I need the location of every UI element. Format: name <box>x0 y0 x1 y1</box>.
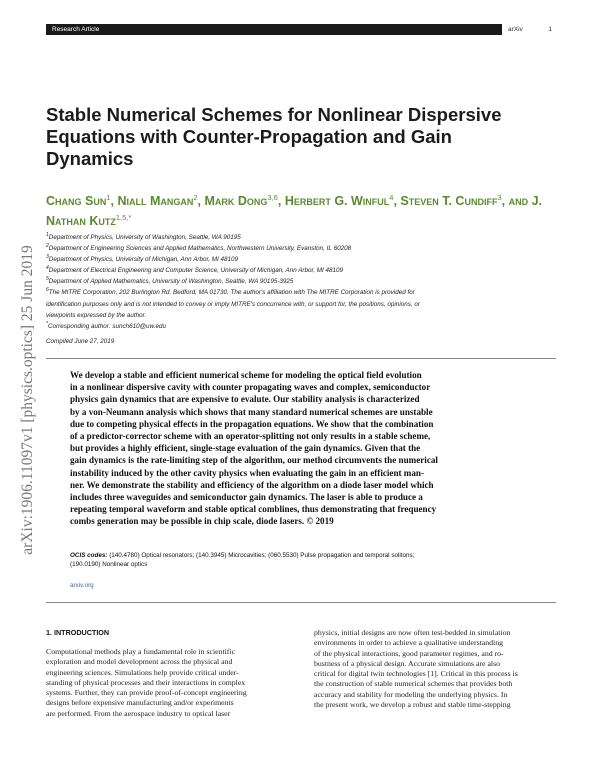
affiliation: $^3$Department of Physics, University of Michigan, Ann Arbor, MI 48109 <box>46 254 239 264</box>
author-name: Mark Dong <box>204 194 268 209</box>
affiliation: $^5$Department of Applied Mathematics, University of Washington, Seattle, WA 90195-3925 <box>46 276 294 286</box>
abstract-line: combs generation may be possible in chip scale, diode lasers. © 2019 <box>70 516 334 527</box>
ocis-line: (140.4780) Optical resonators; (140.3945) Microcavities; (060.5530) Pulse propagation and temporal solitons; <box>109 552 415 559</box>
abstract-line: repeating temporal waveform and stable optical comblines, thus demonstrating that frequency <box>70 504 437 515</box>
abstract-line: gain dynamics is the rate-limiting step of the algorithm, our method circumvents the numerical <box>70 455 438 466</box>
abstract-line: instability induced by the other cavity physics when evaluating the gain in an efficient man- <box>70 467 425 478</box>
affiliation: identification purposes only and is not intended to convey or imply MITRE's concurrence with, or support for, the positions, opinions, or <box>46 300 420 308</box>
body-line: systems. Further, they can provide proof-of-concept engineering <box>46 688 247 698</box>
arxiv-stamp <box>14 200 42 600</box>
affiliations <box>46 231 556 331</box>
corresponding-author: *Corresponding author: sunch610@uw.edu <box>46 320 167 330</box>
divider <box>46 358 556 359</box>
header-bar <box>46 24 556 35</box>
abstract-line: ner. We demonstrate the stability and efficiency of the algorithm on a diode laser model which <box>70 479 434 490</box>
author-conjunction: and <box>508 194 529 209</box>
author-name: Niall Mangan <box>117 194 194 209</box>
author-affil-mark: 3 <box>497 193 502 202</box>
header-source: arXiv <box>508 26 523 33</box>
affiliation: $^4$Department of Electrical Engineering and Computer Science, University of Michigan, Ann Arbor, MI 48109 <box>46 265 344 275</box>
affiliation: $^2$Department of Engineering Sciences and Applied Mathematics, Northwestern University, Evanston, IL 60208 <box>46 243 352 253</box>
body-line: the construction of stable numerical schemes that provides both <box>314 679 513 689</box>
abstract-line: includes three waveguides and semiconductor gain dynamics. The laser is able to produce a <box>70 492 423 503</box>
divider <box>46 602 556 603</box>
abstract-line: of a predictor-corrector scheme with an operator-splitting not only results in a stable scheme, <box>70 431 431 442</box>
affiliation: viewpoints expressed by the author. <box>46 311 147 319</box>
body-line: the present work, we develop a robust and stable time-stepping <box>314 700 511 710</box>
affiliation: $^6$The MITRE Corporation, 202 Burlington Rd. Bedford, MA 01730. The author's affiliation with The MITRE Corporation is provided for <box>46 287 415 297</box>
abstract-line: We develop a stable and efficient numerical scheme for modeling the optical field evolution <box>70 370 422 380</box>
compiled-date: Compiled June 27, 2019 <box>46 338 115 345</box>
author-name: J. Nathan Kutz <box>46 194 542 228</box>
abstract-line: by a von-Neumann analysis which shows that many standard numerical schemes are unstable <box>70 406 433 417</box>
paper-title <box>46 104 556 170</box>
intro-column-right <box>314 628 518 710</box>
body-line: standing of physical processes and their interactions in complex <box>46 677 246 687</box>
body-line: bustness of a physical design. Accurate simulations are also <box>314 658 500 668</box>
body-line: critical for digital twin technologies [1]. Critical in this process is <box>314 669 518 679</box>
author-affil-mark: 2 <box>193 193 198 202</box>
ocis-line: (190.0190) Nonlinear optics <box>70 561 148 568</box>
title-line: Stable Numerical Schemes for Nonlinear Dispersive <box>46 104 502 125</box>
body-line: environments in order to achieve a qualitative understanding <box>314 638 504 648</box>
body-line: are performed. From the aerospace industry to optical laser <box>46 708 231 718</box>
body-line: physics, initial designs are now often test-bedded in simulation <box>314 628 511 637</box>
body-line: designs before expensive manufacturing and/or experiments <box>46 698 234 708</box>
ocis-label: OCIS codes: <box>70 552 108 559</box>
abstract-line: physics gain dynamics that are expensive to evalute. Our stability analysis is characterized <box>70 394 420 405</box>
header-right <box>502 24 556 35</box>
abstract-line: due to competing physical effects in the propagation equations. We show that the combination <box>70 418 434 429</box>
author-affil-mark: 1,5,* <box>115 212 132 222</box>
author-list: Chang Sun$^1$, Niall Mangan$^2$, Mark Dong$^{3,6}$, Herbert G. Winful$^4$, Steven T. Cundiff$^3$, and J. Nathan Kutz$^{1,5,*}$ <box>46 193 542 228</box>
author-affil-mark: 3,6 <box>267 193 278 202</box>
author-affil-mark: 1 <box>106 193 111 202</box>
body-line: exploration and model development across the physical and <box>46 657 233 667</box>
running-header <box>46 24 556 35</box>
abstract <box>70 369 554 528</box>
body-line: Computational methods play a fundamental role in scientific <box>46 647 236 656</box>
arxiv-link[interactable]: arxiv.org <box>70 582 94 589</box>
abstract-line: in a nonlinear dispersive cavity with counter propagating waves and complex, semiconductor <box>70 382 431 393</box>
body-line: accuracy and stability for modeling the underlying physics. In <box>314 689 508 699</box>
title-line: Equations with Counter-Propagation and Gain <box>46 126 452 147</box>
author-name: Herbert G. Winful <box>284 194 390 209</box>
abstract-line: but provides a highly efficient, single-stage evaluation of the gain dynamics. Given that the <box>70 443 421 454</box>
intro-column-left <box>46 647 247 719</box>
section-heading: 1. INTRODUCTION <box>46 628 110 637</box>
body-line: engineering sciences. Simulations help provide critical under- <box>46 667 239 677</box>
author-affil-mark: 4 <box>389 193 394 202</box>
affiliation: $^1$Department of Physics, University of Washington, Seattle, WA 90195 <box>46 232 241 242</box>
arxiv-stamp-text: arXiv:1906.11097v1 [physics.optics] 25 Jun 2019 <box>19 245 36 555</box>
title-line: Dynamics <box>46 148 134 169</box>
article-type-label: Research Article <box>52 26 100 33</box>
author-name: Steven T. Cundiff <box>400 194 498 209</box>
body-line: of the physical interactions, good parameter regimes, and ro- <box>314 648 504 658</box>
page-number: 1 <box>548 26 552 33</box>
ocis-codes <box>70 551 554 569</box>
author-name: Chang Sun <box>46 194 107 209</box>
